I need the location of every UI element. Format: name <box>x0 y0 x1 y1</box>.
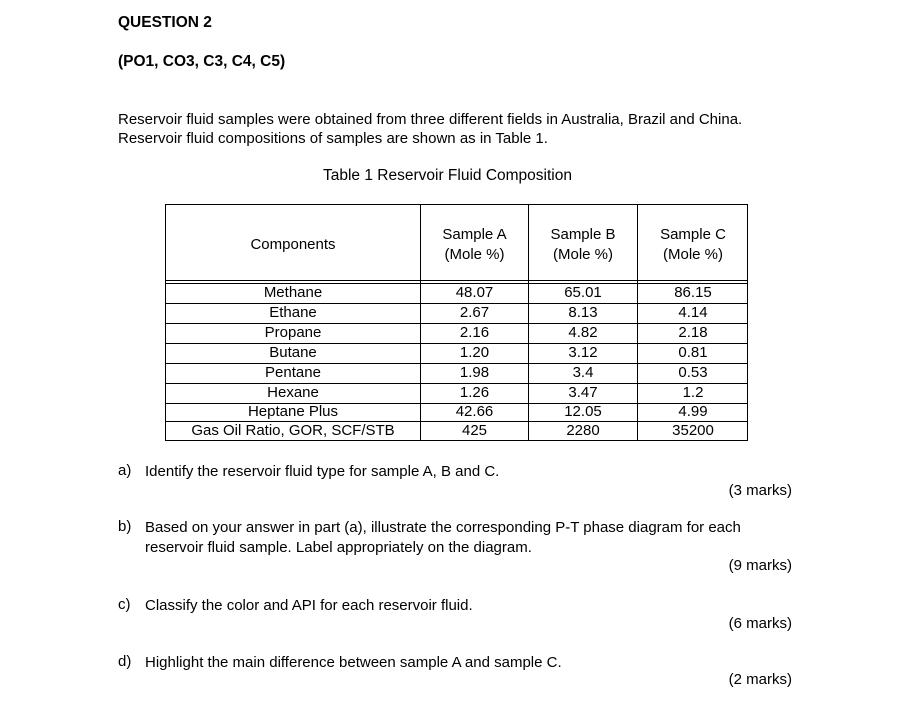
cell-sample-c: 1.2 <box>682 384 704 401</box>
intro-line-1: Reservoir fluid samples were obtained from three different fields in Australia, Brazil and China. <box>118 111 743 128</box>
cell-sample-a: 425 <box>461 422 488 439</box>
cell-sample-c: 4.99 <box>678 403 708 420</box>
course-outcomes: (PO1, CO3, C3, C4, C5) <box>118 53 286 70</box>
question-b-text-line-1: Based on your answer in part (a), illustrate the corresponding P-T phase diagram for each <box>145 519 741 536</box>
question-b-label: b) <box>118 518 132 535</box>
question-b-marks: (9 marks) <box>728 557 792 574</box>
cell-sample-c: 0.53 <box>678 364 708 381</box>
header-sample-a-unit: (Mole %) <box>444 246 505 263</box>
cell-component: Heptane Plus <box>247 403 339 420</box>
cell-component: Gas Oil Ratio, GOR, SCF/STB <box>191 422 395 439</box>
cell-sample-a: 1.20 <box>459 344 490 361</box>
header-sample-c-name: Sample C <box>660 226 726 243</box>
header-sample-b-unit: (Mole %) <box>552 246 613 263</box>
cell-component: Ethane <box>269 304 317 321</box>
intro-line-2: Reservoir fluid compositions of samples are shown as in Table 1. <box>118 130 548 147</box>
question-d-label: d) <box>118 653 132 670</box>
cell-component: Hexane <box>267 384 319 401</box>
cell-sample-b: 65.01 <box>564 284 602 301</box>
header-sample-c-unit: (Mole %) <box>662 246 723 263</box>
cell-sample-b: 3.47 <box>568 384 598 401</box>
cell-sample-a: 2.16 <box>459 324 490 341</box>
cell-sample-c: 86.15 <box>674 284 712 301</box>
header-sample-a <box>421 225 528 265</box>
question-c-marks: (6 marks) <box>728 615 792 632</box>
composition-table <box>165 204 748 441</box>
question-a-text: Identify the reservoir fluid type for sample A, B and C. <box>145 463 500 480</box>
header-rule <box>166 280 747 281</box>
cell-component: Propane <box>264 324 322 341</box>
cell-sample-b: 12.05 <box>564 403 602 420</box>
cell-sample-b: 3.12 <box>568 344 598 361</box>
cell-sample-a: 2.67 <box>459 304 490 321</box>
question-a-marks: (3 marks) <box>728 482 792 499</box>
header-sample-b-name: Sample B <box>550 226 616 243</box>
cell-sample-b: 4.82 <box>568 324 598 341</box>
cell-component: Pentane <box>265 364 321 381</box>
cell-sample-c: 35200 <box>672 422 714 439</box>
cell-sample-b: 2280 <box>566 422 600 439</box>
question-b-text-line-2: reservoir fluid sample. Label appropriately on the diagram. <box>145 539 532 556</box>
header-sample-b <box>529 225 637 265</box>
cell-sample-a: 1.98 <box>459 364 490 381</box>
question-c-text: Classify the color and API for each reservoir fluid. <box>145 597 473 614</box>
question-a-label: a) <box>118 462 132 479</box>
question-d-marks: (2 marks) <box>728 671 792 688</box>
question-d-text: Highlight the main difference between sample A and sample C. <box>145 654 562 671</box>
cell-sample-a: 42.66 <box>455 403 494 420</box>
header-sample-c <box>638 225 748 265</box>
cell-sample-b: 3.4 <box>572 364 594 381</box>
cell-sample-c: 0.81 <box>678 344 708 361</box>
cell-sample-a: 48.07 <box>455 284 494 301</box>
header-sample-a-name: Sample A <box>442 226 507 243</box>
cell-sample-b: 8.13 <box>568 304 598 321</box>
table-caption: Table 1 Reservoir Fluid Composition <box>323 167 572 184</box>
cell-sample-c: 4.14 <box>678 304 708 321</box>
question-title: QUESTION 2 <box>118 14 212 31</box>
cell-sample-c: 2.18 <box>678 324 708 341</box>
cell-sample-a: 1.26 <box>459 384 490 401</box>
cell-component: Methane <box>263 284 323 301</box>
question-c-label: c) <box>118 596 131 613</box>
header-components: Components <box>250 236 336 253</box>
cell-component: Butane <box>269 344 317 361</box>
